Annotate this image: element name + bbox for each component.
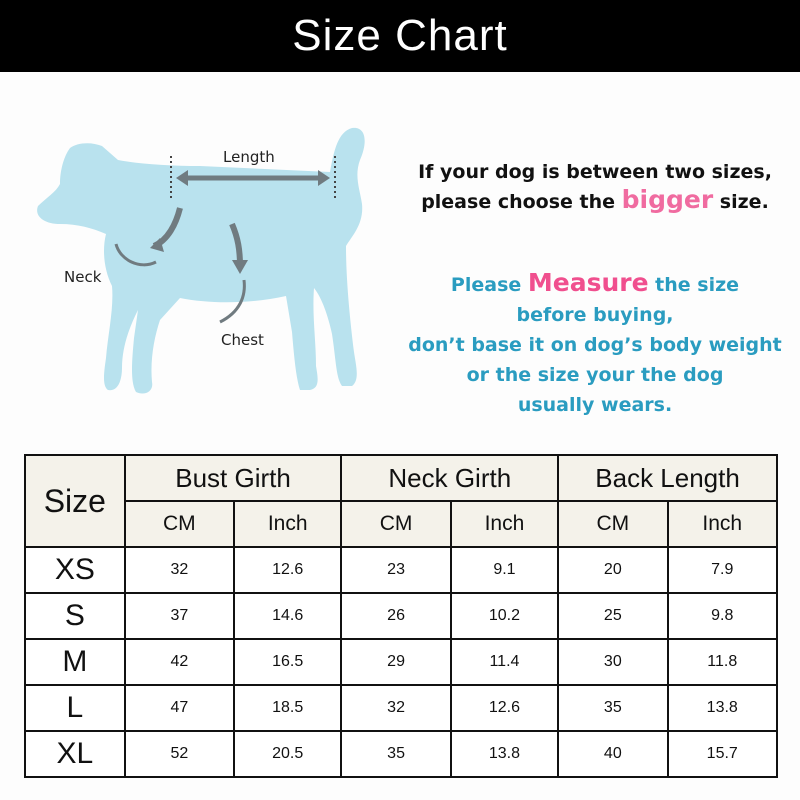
table-row [25, 731, 777, 777]
dog-silhouette-icon [30, 120, 390, 410]
length-label: Length [223, 148, 275, 166]
table-row [25, 547, 777, 593]
value-cell: 9.1 [451, 547, 558, 593]
value-cell: 15.7 [668, 731, 778, 777]
value-cell: 37 [125, 593, 234, 639]
size-cell: M [25, 639, 125, 685]
size-cell: S [25, 593, 125, 639]
group-header-bust: Bust Girth [125, 455, 342, 501]
measure-line3: don’t base it on dog’s body weight [408, 334, 782, 356]
bigger-emphasis: bigger [621, 185, 714, 214]
value-cell: 40 [558, 731, 667, 777]
size-cell: XS [25, 547, 125, 593]
size-advice [395, 158, 795, 216]
value-cell: 11.8 [668, 639, 778, 685]
table-row [25, 593, 777, 639]
measure-post: the size [648, 274, 740, 296]
table-group-header-row [25, 455, 777, 501]
table-row [25, 685, 777, 731]
unit-header: CM [558, 501, 667, 547]
value-cell: 32 [341, 685, 450, 731]
value-cell: 42 [125, 639, 234, 685]
neck-label: Neck [64, 268, 102, 286]
measure-line4: or the size your the dog [466, 364, 724, 386]
value-cell: 20 [558, 547, 667, 593]
value-cell: 16.5 [234, 639, 341, 685]
size-advice-pre: please choose the [421, 191, 622, 213]
value-cell: 35 [341, 731, 450, 777]
value-cell: 13.8 [451, 731, 558, 777]
value-cell: 18.5 [234, 685, 341, 731]
value-cell: 20.5 [234, 731, 341, 777]
measure-pre: Please [450, 274, 528, 296]
measure-emphasis: Measure [527, 268, 649, 297]
value-cell: 35 [558, 685, 667, 731]
measure-line1 [395, 268, 795, 300]
unit-header: Inch [451, 501, 558, 547]
group-header-neck: Neck Girth [341, 455, 558, 501]
size-cell: L [25, 685, 125, 731]
table-row [25, 639, 777, 685]
value-cell: 52 [125, 731, 234, 777]
value-cell: 7.9 [668, 547, 778, 593]
measure-line2: before buying, [516, 304, 674, 326]
value-cell: 14.6 [234, 593, 341, 639]
value-cell: 10.2 [451, 593, 558, 639]
value-cell: 29 [341, 639, 450, 685]
unit-header: CM [125, 501, 234, 547]
size-advice-post: size. [713, 191, 769, 213]
value-cell: 12.6 [451, 685, 558, 731]
dog-diagram [30, 120, 390, 410]
unit-header: CM [341, 501, 450, 547]
measure-line5: usually wears. [517, 394, 673, 416]
unit-header: Inch [234, 501, 341, 547]
value-cell: 9.8 [668, 593, 778, 639]
value-cell: 47 [125, 685, 234, 731]
size-column-header: Size [25, 455, 125, 547]
value-cell: 12.6 [234, 547, 341, 593]
chest-label: Chest [221, 331, 264, 349]
group-header-back: Back Length [558, 455, 777, 501]
page-title: Size Chart [292, 11, 508, 60]
size-advice-line2 [395, 186, 795, 216]
value-cell: 11.4 [451, 639, 558, 685]
unit-header: Inch [668, 501, 778, 547]
value-cell: 30 [558, 639, 667, 685]
table-unit-header-row [25, 501, 777, 547]
size-advice-line1: If your dog is between two sizes, [418, 161, 772, 183]
value-cell: 23 [341, 547, 450, 593]
value-cell: 26 [341, 593, 450, 639]
size-table [24, 454, 778, 778]
value-cell: 32 [125, 547, 234, 593]
value-cell: 13.8 [668, 685, 778, 731]
title-bar [0, 0, 800, 72]
measure-advice [395, 268, 795, 420]
value-cell: 25 [558, 593, 667, 639]
size-cell: XL [25, 731, 125, 777]
